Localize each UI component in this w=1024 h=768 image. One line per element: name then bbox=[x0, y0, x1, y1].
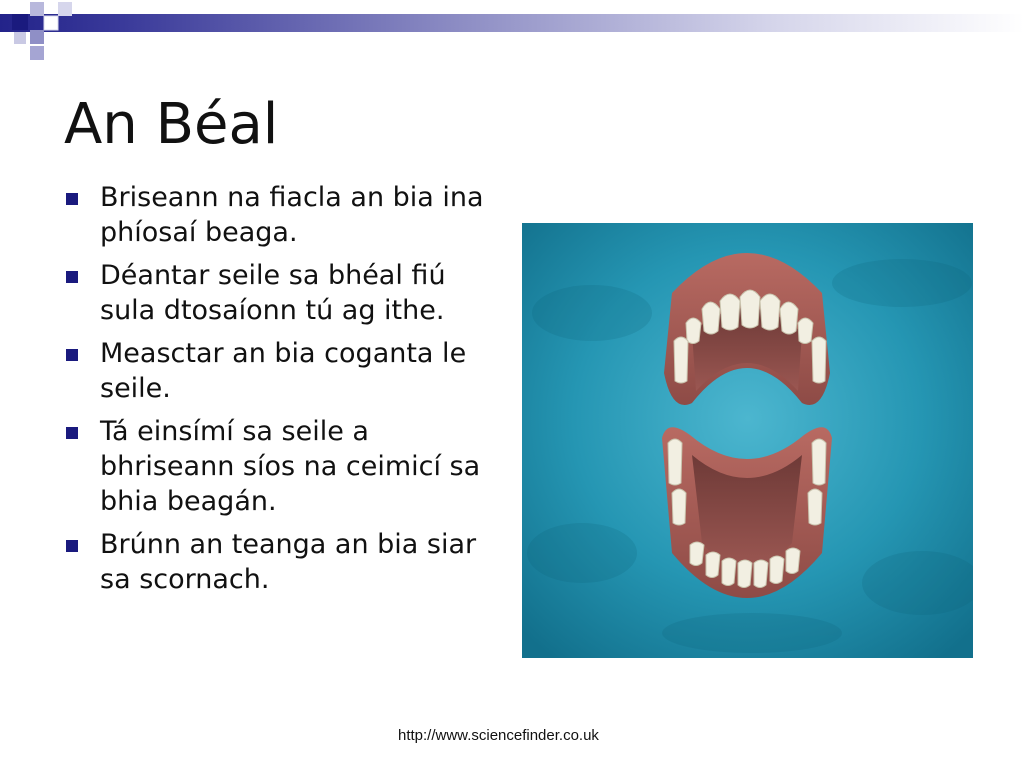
square-bullet-icon bbox=[66, 427, 78, 439]
square-bullet-icon bbox=[66, 271, 78, 283]
bullet-text: Measctar an bia coganta le seile. bbox=[100, 338, 467, 404]
bullet-text: Briseann na fiacla an bia ina phíosaí beaga. bbox=[100, 182, 484, 248]
slide-title: An Béal bbox=[64, 92, 279, 157]
bullet-item bbox=[62, 336, 502, 406]
bullet-item bbox=[62, 414, 502, 519]
bullet-item bbox=[62, 258, 502, 328]
source-url[interactable]: http://www.sciencefinder.co.uk bbox=[398, 727, 599, 744]
square-bullet-icon bbox=[66, 193, 78, 205]
square-bullet-icon bbox=[66, 540, 78, 552]
bullet-text: Brúnn an teanga an bia siar sa scornach. bbox=[100, 529, 477, 595]
bullet-text: Tá einsímí sa seile a bhriseann síos na ceimicí sa bhia beagán. bbox=[100, 416, 481, 517]
corner-squares-decoration bbox=[0, 0, 80, 62]
mouth-teeth-illustration bbox=[522, 223, 973, 658]
bullet-list bbox=[62, 180, 502, 605]
bullet-text: Déantar seile sa bhéal fiú sula dtosaíonn tú ag ithe. bbox=[100, 260, 446, 326]
square-bullet-icon bbox=[66, 349, 78, 361]
header-gradient-band bbox=[0, 14, 1024, 32]
bullet-item bbox=[62, 180, 502, 250]
bullet-item bbox=[62, 527, 502, 597]
